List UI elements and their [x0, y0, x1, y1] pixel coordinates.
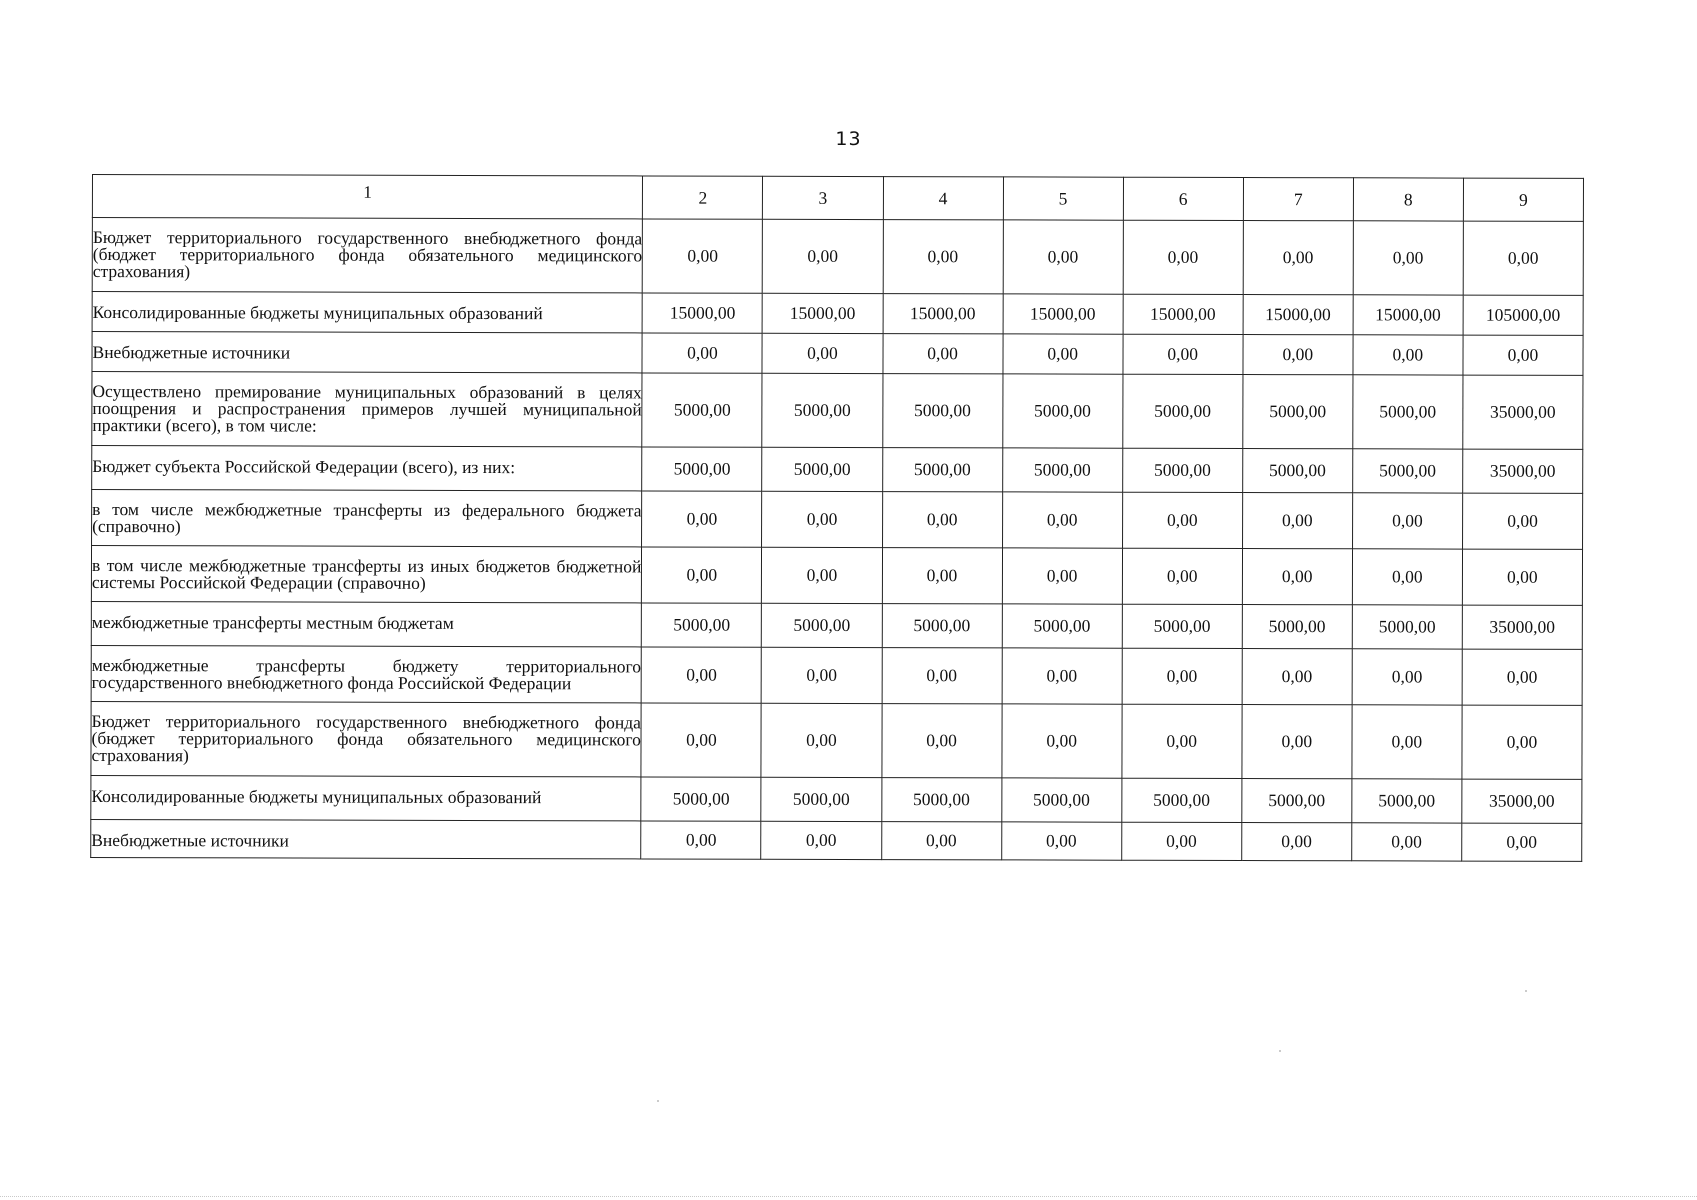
value-cell: 5000,00 [1243, 375, 1353, 449]
column-header: 9 [1463, 178, 1583, 221]
value-cell: 0,00 [1243, 221, 1353, 295]
value-cell: 0,00 [641, 703, 761, 777]
value-cell: 0,00 [1352, 493, 1462, 549]
value-cell: 15000,00 [1243, 295, 1353, 335]
value-cell: 5000,00 [1001, 778, 1121, 822]
value-cell: 5000,00 [1352, 449, 1462, 493]
value-cell: 15000,00 [1003, 294, 1123, 334]
value-cell: 0,00 [1122, 648, 1242, 704]
value-cell: 0,00 [1462, 493, 1582, 549]
column-header: 4 [883, 177, 1003, 220]
value-cell: 0,00 [1353, 221, 1463, 295]
value-cell: 0,00 [762, 547, 882, 603]
value-cell: 0,00 [881, 704, 1001, 778]
value-cell: 0,00 [1242, 493, 1352, 549]
value-cell: 5000,00 [642, 603, 762, 647]
value-cell: 0,00 [1462, 705, 1582, 779]
value-cell: 5000,00 [882, 604, 1002, 648]
value-cell: 35000,00 [1462, 605, 1582, 649]
row-label: Внебюджетные источники [92, 332, 642, 373]
scan-speck [1279, 1050, 1281, 1052]
value-cell: 0,00 [763, 219, 883, 293]
value-cell: 0,00 [761, 821, 881, 859]
value-cell: 0,00 [1462, 549, 1582, 605]
value-cell: 0,00 [762, 647, 882, 703]
value-cell: 0,00 [881, 822, 1001, 860]
value-cell: 5000,00 [762, 373, 882, 447]
scan-speck [657, 1100, 659, 1102]
value-cell: 15000,00 [1353, 295, 1463, 335]
value-cell: 15000,00 [883, 294, 1003, 334]
value-cell: 0,00 [643, 219, 763, 293]
value-cell: 5000,00 [1242, 449, 1352, 493]
value-cell: 0,00 [882, 648, 1002, 704]
value-cell: 0,00 [1462, 823, 1582, 861]
value-cell: 5000,00 [1352, 779, 1462, 823]
page-number: 13 [835, 128, 862, 150]
value-cell: 0,00 [1241, 823, 1351, 861]
value-cell: 0,00 [882, 334, 1002, 374]
value-cell: 0,00 [1353, 335, 1463, 375]
row-label: Бюджет субъекта Российской Федерации (всего), из них: [92, 446, 642, 491]
value-cell: 0,00 [1002, 492, 1122, 548]
value-cell: 5000,00 [1121, 778, 1241, 822]
table-row [91, 819, 1582, 861]
column-header: 7 [1243, 178, 1353, 221]
value-cell: 0,00 [1002, 548, 1122, 604]
value-cell: 35000,00 [1463, 375, 1583, 449]
value-cell: 5000,00 [642, 447, 762, 491]
budget-table [90, 174, 1584, 862]
value-cell: 0,00 [1242, 549, 1352, 605]
value-cell: 0,00 [1352, 549, 1462, 605]
value-cell: 5000,00 [1353, 375, 1463, 449]
value-cell: 0,00 [882, 548, 1002, 604]
value-cell: 0,00 [762, 333, 882, 373]
value-cell: 0,00 [1123, 220, 1243, 294]
value-cell: 0,00 [1242, 649, 1352, 705]
scan-edge [0, 1196, 1697, 1198]
value-cell: 5000,00 [881, 778, 1001, 822]
column-header: 8 [1353, 178, 1463, 221]
table-row [91, 701, 1582, 779]
table-row [92, 372, 1583, 450]
scan-speck [1525, 990, 1527, 992]
value-cell: 0,00 [1122, 704, 1242, 778]
value-cell: 0,00 [1242, 705, 1352, 779]
value-cell: 0,00 [762, 491, 882, 547]
value-cell: 0,00 [1463, 335, 1583, 375]
value-cell: 0,00 [882, 492, 1002, 548]
value-cell: 0,00 [761, 703, 881, 777]
value-cell: 5000,00 [1242, 605, 1352, 649]
value-cell: 0,00 [1463, 221, 1583, 295]
value-cell: 0,00 [1003, 334, 1123, 374]
value-cell: 0,00 [1121, 822, 1241, 860]
value-cell: 0,00 [641, 647, 761, 703]
value-cell: 5000,00 [641, 777, 761, 821]
row-label: межбюджетные трансферты местным бюджетам [91, 601, 641, 646]
row-label: в том числе межбюджетные трансферты из иных бюджетов бюджетной системы Российской Федерации (справочно) [91, 546, 642, 603]
value-cell: 0,00 [883, 220, 1003, 294]
table-row [91, 645, 1582, 705]
row-label: в том числе межбюджетные трансферты из федерального бюджета (справочно) [92, 490, 643, 547]
value-cell: 15000,00 [642, 293, 762, 333]
value-cell: 5000,00 [1352, 605, 1462, 649]
value-cell: 5000,00 [1122, 604, 1242, 648]
value-cell: 5000,00 [761, 777, 881, 821]
value-cell: 0,00 [1003, 220, 1123, 294]
value-cell: 5000,00 [642, 373, 762, 447]
value-cell: 5000,00 [882, 448, 1002, 492]
value-cell: 0,00 [642, 547, 762, 603]
value-cell: 0,00 [1243, 335, 1353, 375]
table-header-row [92, 175, 1583, 222]
row-label: межбюджетные трансферты бюджету территориального государственного внебюджетного фонда Российской Федерации [91, 645, 642, 702]
value-cell: 5000,00 [762, 447, 882, 491]
table-body [91, 218, 1584, 862]
value-cell: 105000,00 [1463, 295, 1583, 335]
value-cell: 0,00 [642, 491, 762, 547]
value-cell: 0,00 [1352, 705, 1462, 779]
column-header: 5 [1003, 177, 1123, 220]
value-cell: 5000,00 [1122, 448, 1242, 492]
value-cell: 35000,00 [1463, 449, 1583, 493]
value-cell: 5000,00 [1002, 604, 1122, 648]
table-row [92, 332, 1583, 376]
value-cell: 5000,00 [882, 374, 1002, 448]
value-cell: 0,00 [642, 333, 762, 373]
row-label: Внебюджетные источники [91, 819, 641, 858]
value-cell: 5000,00 [1002, 374, 1122, 448]
value-cell: 0,00 [1123, 334, 1243, 374]
row-label: Консолидированные бюджеты муниципальных образований [91, 775, 641, 820]
value-cell: 5000,00 [1122, 374, 1242, 448]
value-cell: 35000,00 [1462, 779, 1582, 823]
table-row [92, 218, 1583, 296]
table-row [92, 446, 1583, 494]
table-row [91, 775, 1582, 823]
value-cell: 15000,00 [763, 293, 883, 333]
column-header: 2 [643, 176, 763, 219]
value-cell: 5000,00 [1002, 448, 1122, 492]
row-label: Осуществлено премирование муниципальных образований в целях поощрения и распространения примеров лучшей муниципальной практики (всего), в том числе: [92, 372, 643, 447]
value-cell: 5000,00 [1242, 779, 1352, 823]
value-cell: 0,00 [1352, 823, 1462, 861]
value-cell: 0,00 [1122, 492, 1242, 548]
value-cell: 0,00 [1002, 648, 1122, 704]
value-cell: 15000,00 [1123, 294, 1243, 334]
row-label: Бюджет территориального государственного внебюджетного фонда (бюджет территориального фонда обязательного медицинского страхования) [91, 701, 642, 776]
table-row [92, 292, 1583, 336]
table-row [92, 490, 1583, 550]
value-cell: 5000,00 [762, 603, 882, 647]
value-cell: 0,00 [1002, 704, 1122, 778]
value-cell: 0,00 [1462, 649, 1582, 705]
column-header: 3 [763, 176, 883, 219]
table-row [91, 601, 1582, 649]
row-label: Консолидированные бюджеты муниципальных образований [92, 292, 642, 333]
column-header: 6 [1123, 177, 1243, 220]
column-header: 1 [92, 175, 642, 219]
value-cell: 0,00 [1352, 649, 1462, 705]
value-cell: 0,00 [1122, 548, 1242, 604]
row-label: Бюджет территориального государственного внебюджетного фонда (бюджет территориального фонда обязательного медицинского страхования) [92, 218, 643, 293]
table-row [91, 546, 1582, 606]
value-cell: 0,00 [641, 821, 761, 859]
value-cell: 0,00 [1001, 822, 1121, 860]
